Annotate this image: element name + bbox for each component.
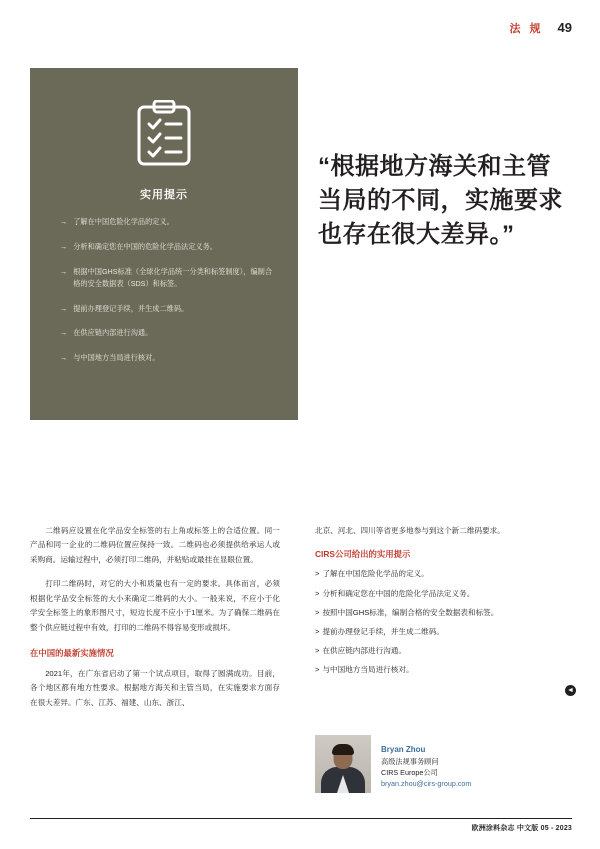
- list-item-label: 根据中国GHS标准（全球化学品统一分类和标签制度），编制合格的安全数据表（SDS）和标签。: [73, 266, 273, 288]
- arrow-icon: →: [60, 328, 68, 338]
- author-name: Bryan Zhou: [381, 745, 426, 754]
- author-role: 高级法规事务顾问: [381, 757, 439, 766]
- list-item-label: 提前办理登记手续，并生成二维码。: [322, 626, 444, 636]
- paragraph: 打印二维码时，对它的大小和质量也有一定的要求。具体而言，必须根据化学品安全标签的大小来确定二维码的大小。一般来说，不应小于化学安全标签上的象形图尺寸，短边长度不应小于1厘米。为了确保二维码在整个供应链过程中有效，打印的二维码不得容易变形或损坏。: [30, 579, 280, 632]
- list-item-label: 在供应链内部进行沟通。: [73, 328, 153, 338]
- list-item-label: 在供应链内部进行沟通。: [322, 645, 406, 655]
- list-item-label: 了解在中国危险化学品的定义。: [73, 217, 174, 226]
- list-item: [60, 241, 274, 253]
- author-company: CIRS Europe公司: [381, 768, 438, 778]
- list-item-label: 按照中国GHS标准，编制合格的安全数据表和标签。: [322, 607, 499, 617]
- footer-caption: 欧洲涂料杂志 中文版 05 - 2023: [471, 825, 572, 832]
- list-item: [60, 352, 274, 364]
- list-item: [60, 303, 274, 315]
- section-label: 法 规: [509, 23, 544, 35]
- list-item: [315, 664, 573, 676]
- body-column-right: [315, 524, 573, 683]
- list-item: [315, 568, 573, 580]
- list-item: [60, 216, 274, 228]
- page-number: 49: [557, 20, 572, 35]
- paragraph: 二维码应设置在化学品安全标签的右上角或标签上的合适位置。同一产品和同一企业的二维码位置应保持一致。二维码也必须提供给承运人或采购商。运输过程中，必须打印二维码，并粘贴或最挂在显眼位置。: [30, 526, 280, 564]
- paragraph: 2021年，在广东省启动了第一个试点项目，取得了圆满成功。目前，各个地区都有地方性要求。根据地方海关和主管当局，在实施要求方面存在很大差异。广东、江苏、福建、山东、浙江、: [30, 668, 280, 707]
- list-item-label: 分析和确定您在中国的危险化学品法定义务。: [322, 588, 475, 598]
- list-item: [315, 588, 573, 600]
- chevron-right-icon: >: [315, 607, 320, 617]
- chevron-right-icon: >: [315, 645, 320, 655]
- arrow-icon: →: [60, 353, 68, 363]
- author-block: [315, 735, 471, 793]
- back-to-top-icon[interactable]: ◄: [565, 685, 576, 696]
- list-item: [315, 645, 573, 657]
- panel-tip-list: [60, 216, 274, 377]
- author-email[interactable]: bryan.zhou@cirs-group.com: [381, 779, 472, 789]
- chevron-right-icon: >: [315, 665, 320, 675]
- arrow-icon: →: [60, 217, 68, 226]
- author-portrait: [315, 735, 371, 793]
- list-item: [315, 607, 573, 619]
- list-item: [315, 626, 573, 638]
- panel-title: 实用提示: [140, 189, 188, 201]
- subheading: 在中国的最新实施情况: [30, 647, 114, 658]
- practical-tips-panel: [30, 68, 298, 420]
- chevron-right-icon: >: [315, 626, 320, 636]
- list-item-label: 与中国地方当局进行核对。: [322, 665, 414, 675]
- page-header: [509, 20, 572, 36]
- arrow-icon: →: [60, 303, 68, 313]
- body-column-left: [30, 524, 280, 720]
- list-item-label: 了解在中国危险化学品的定义。: [322, 569, 429, 579]
- arrow-icon: →: [60, 266, 68, 276]
- list-item: [60, 266, 274, 290]
- list-item-label: 提前办理登记手续，并生成二维码。: [73, 303, 189, 313]
- list-item-label: 分析和确定您在中国的危险化学品法定义务。: [73, 241, 217, 251]
- footer-divider: [30, 818, 572, 819]
- clipboard-checklist-icon: [136, 100, 192, 166]
- pull-quote: “根据地方海关和主管当局的不同，实施要求也存在很大差异。”: [318, 153, 563, 249]
- list-item: [60, 327, 274, 339]
- author-info: [381, 735, 471, 789]
- arrow-icon: →: [60, 241, 68, 251]
- chevron-right-icon: >: [315, 588, 320, 598]
- list-item-label: 与中国地方当局进行核对。: [73, 353, 160, 363]
- chevron-right-icon: >: [315, 569, 320, 579]
- paragraph: 北京、河北、四川等省更多地参与到这个新二维码要求。: [315, 526, 505, 535]
- tip-list: [315, 568, 573, 676]
- subheading: CIRS公司给出的实用提示: [315, 549, 411, 560]
